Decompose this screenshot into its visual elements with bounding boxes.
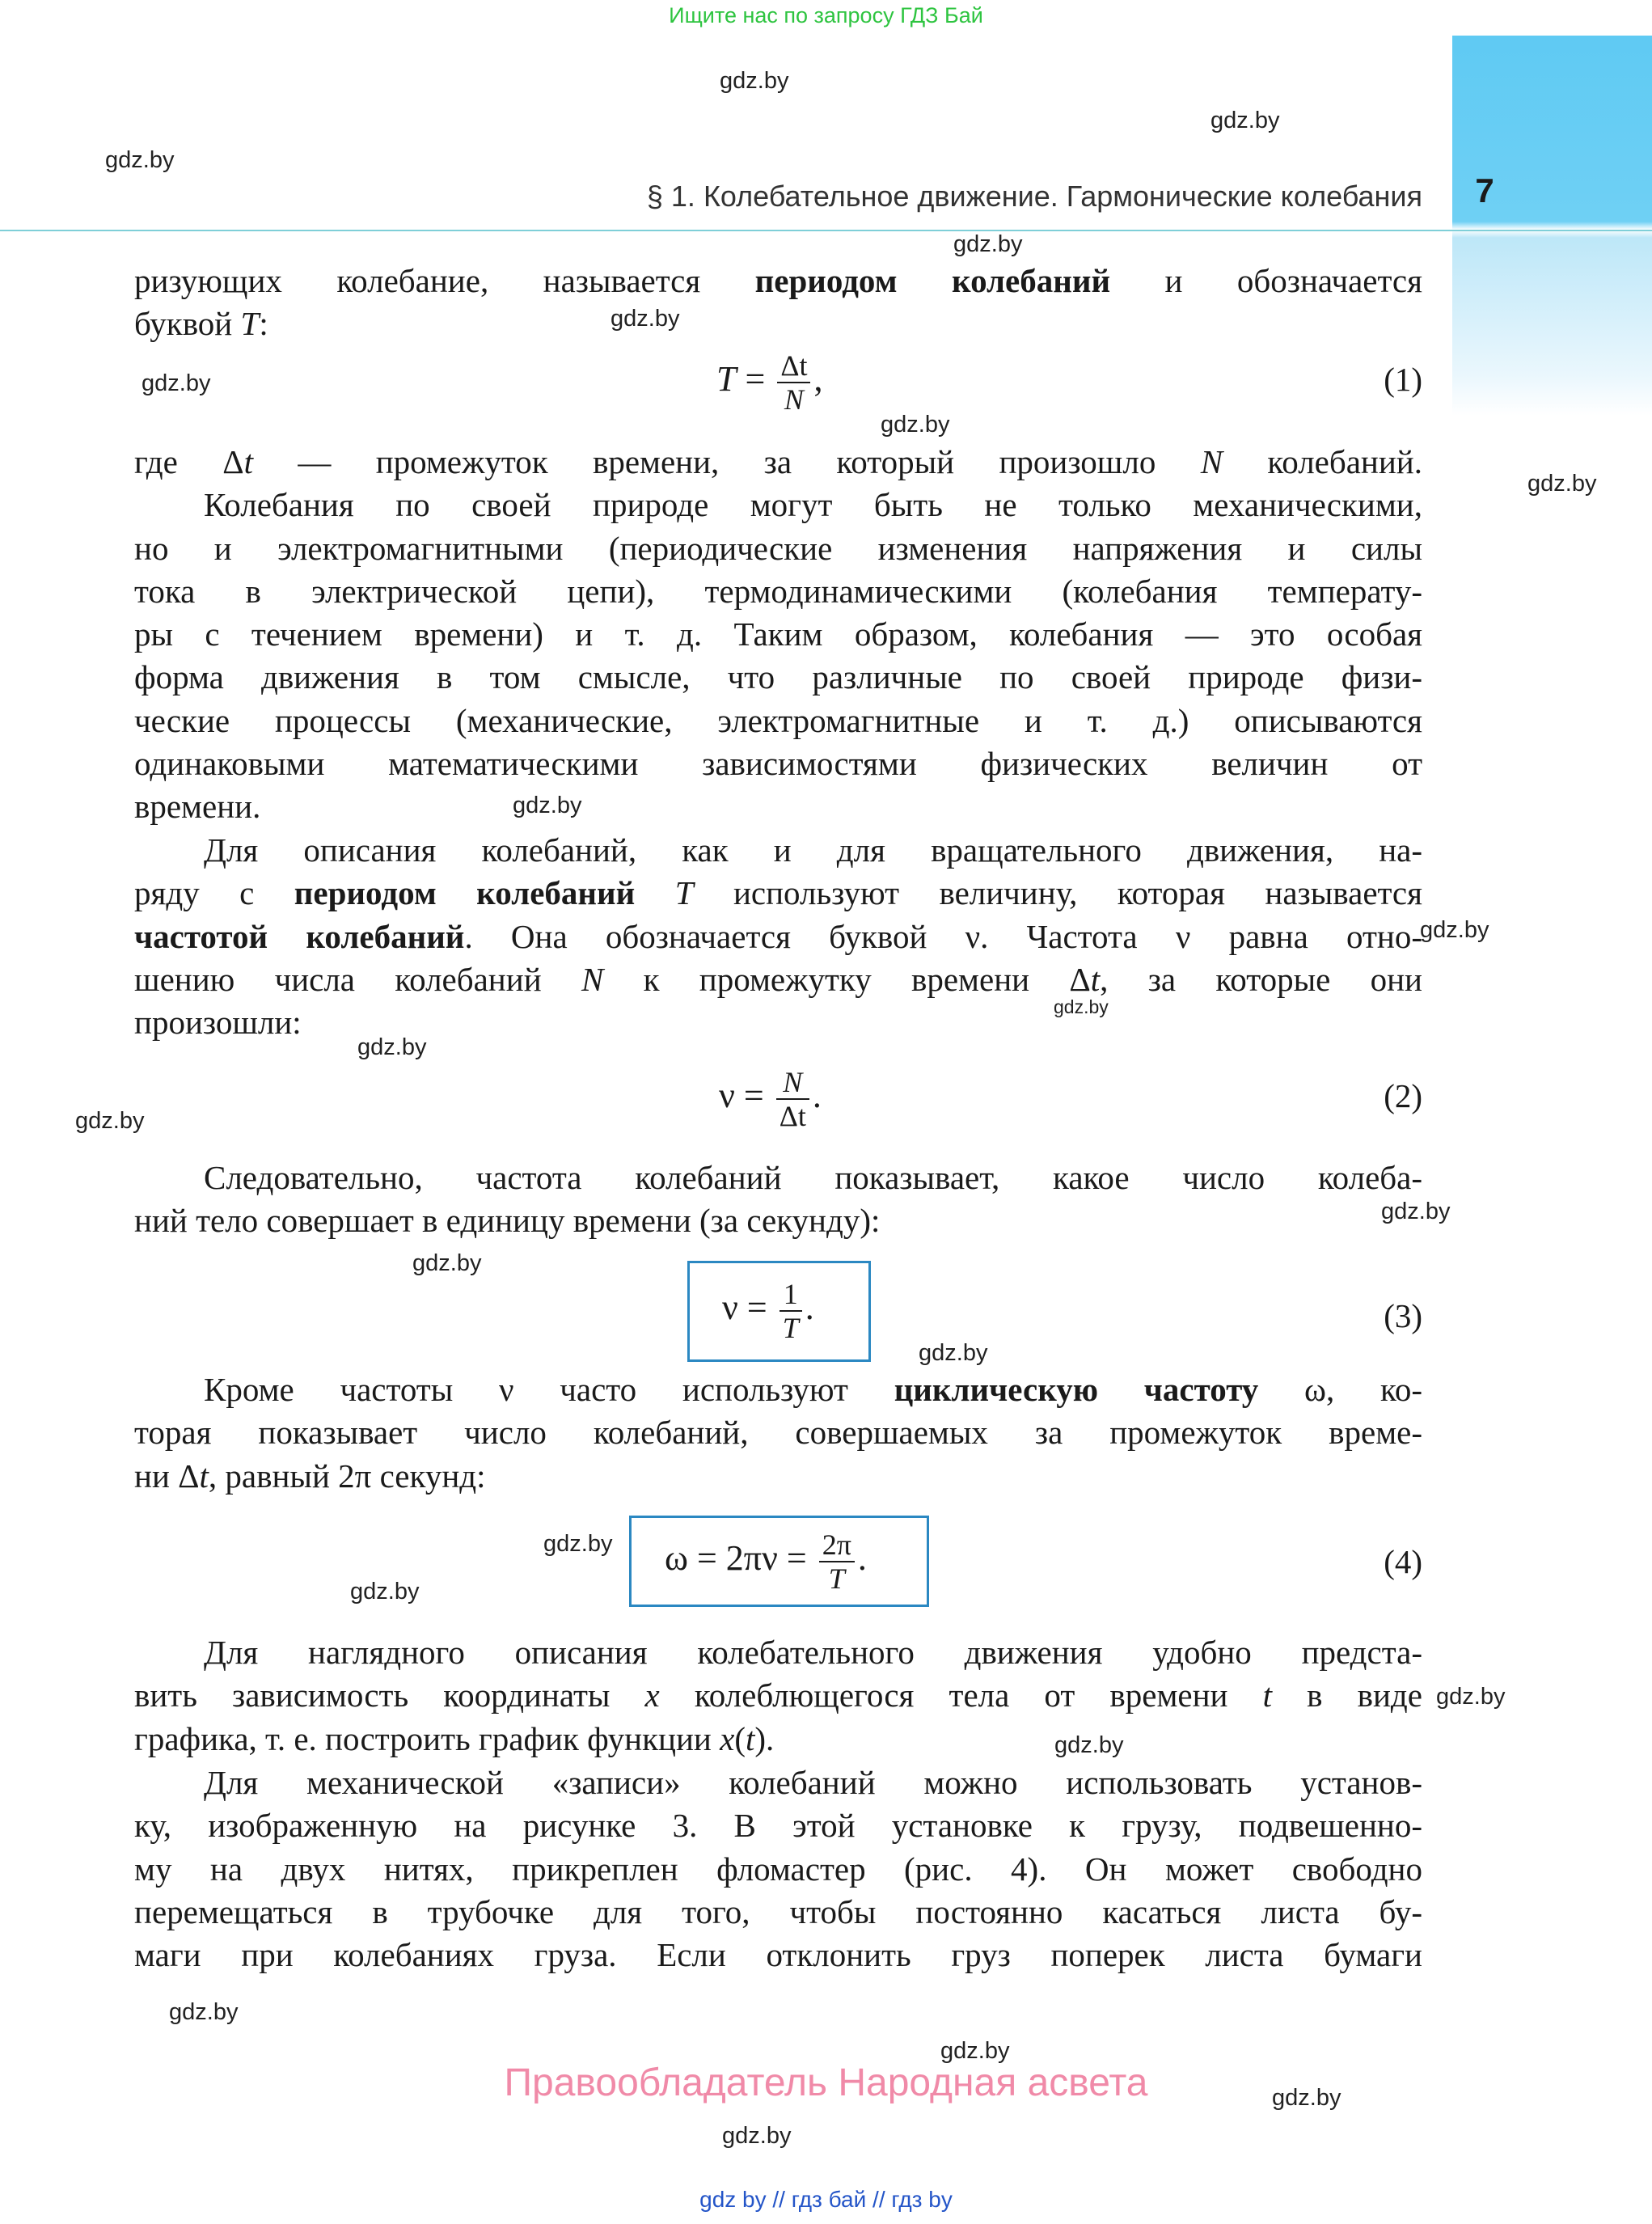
term-period-2: периодом колебаний	[294, 874, 636, 912]
watermark: gdz.by	[169, 1999, 239, 2025]
term-frequency: частотой колебаний	[134, 917, 465, 955]
formula-period: T = $\frac{\Delta t}{N}$ ,	[716, 349, 823, 416]
watermark: gdz.by	[1054, 996, 1109, 1017]
watermark: gdz.by	[720, 68, 789, 94]
page-number: 7	[1475, 171, 1494, 209]
running-title: § 1. Колебательное движение. Гармонические колебания	[646, 180, 1422, 213]
paragraph-recording-setup: Для механической «записи» колебаний можно использовать установ- ку, изображенную на рисунке 3. В этой установке к грузу, подвешенно- му на двух нитях, прикреплен фломастер (рис. 4). Он может свободно перемещаться в трубочке для того, чтобы постоянно касаться листа бу- маги при колебаниях груза. Если отклонить груз поперек листа бумаги	[134, 1764, 1422, 1974]
watermark: gdz.by	[1054, 1732, 1124, 1758]
watermark: gdz.by	[953, 231, 1023, 257]
page-corner-tab	[1452, 36, 1652, 416]
watermark: gdz.by	[919, 1340, 988, 1366]
watermark: gdz.by	[357, 1034, 427, 1060]
formula-frequency-period: ν = $\frac{1}{T}$ .	[722, 1278, 814, 1344]
watermark: gdz.by	[513, 793, 582, 818]
watermark: gdz.by	[611, 306, 680, 332]
watermark: gdz.by	[940, 2038, 1010, 2064]
term-period: периодом колебаний	[754, 262, 1111, 299]
copyright-holder: Правообладатель Народная асвета	[504, 2061, 1148, 2104]
footer-links[interactable]: gdz by // гдз бай // гдз by	[699, 2187, 953, 2212]
paragraph-period-intro: ризующих колебание, называется периодом колебаний и обозначается буквой T:	[134, 262, 1422, 343]
watermark: gdz.by	[142, 370, 211, 396]
term-cyclic-frequency: циклическую частоту	[894, 1371, 1259, 1408]
watermark: gdz.by	[1272, 2085, 1341, 2111]
formula-cyclic-frequency: ω = 2πν = $\frac{2\pi}{T}$ .	[665, 1528, 867, 1595]
header-rule	[0, 230, 1652, 231]
equation-number-3: (3)	[1384, 1297, 1422, 1334]
paragraph-frequency: Для описания колебаний, как и для вращательного движения, на- ряду с периодом колебаний T используют величину, которая называется частотой колебаний. Она обозначается буквой ν. Частота ν равна отно- шению числа колебаний N к промежутку времени Δt, за которые они произошли:	[134, 831, 1422, 1042]
watermark: gdz.by	[722, 2123, 792, 2149]
watermark: gdz.by	[75, 1108, 145, 1134]
watermark: gdz.by	[1527, 471, 1597, 497]
formula-frequency: ν = $\frac{N}{\Delta t}$ .	[719, 1066, 822, 1132]
paragraph-cyclic-frequency: Кроме частоты ν часто используют циклическую частоту ω, ко- торая показывает число колебаний, совершаемых за промежуток време- ни Δt, равный 2π секунд:	[134, 1371, 1422, 1495]
paragraph-graph: Для наглядного описания колебательного движения удобно предста- вить зависимость координаты x колеблющегося тела от времени t в виде графика, т. е. построить график функции x(t).	[134, 1634, 1422, 1757]
watermark: gdz.by	[1436, 1684, 1506, 1710]
paragraph-oscillation-nature: где Δt — промежуток времени, за который произошло N колебаний. Колебания по своей природе могут быть не только механическими, но и электромагнитными (периодические изменения напряжения и силы тока в электрической цепи), термодинамическими (колебания температу- ры с течением времени) и т. д. Таким образом, колебания — это особая форма движения в том смысле, что различные по своей природе физи- ческие процессы (механические, электромагнитные и т. д.) описываются одинаковыми математическими зависимостями физических величин от времени.	[134, 443, 1422, 826]
watermark: gdz.by	[412, 1250, 482, 1276]
equation-number-1: (1)	[1384, 361, 1422, 398]
watermark: gdz.by	[543, 1531, 613, 1557]
paragraph-frequency-meaning: Следовательно, частота колебаний показывает, какое число колеба- ний тело совершает в единицу времени (за секунду):	[134, 1159, 1422, 1240]
equation-number-4: (4)	[1384, 1543, 1422, 1580]
watermark: gdz.by	[1420, 917, 1489, 943]
equation-number-2: (2)	[1384, 1077, 1422, 1114]
watermark: gdz.by	[881, 412, 950, 438]
top-banner[interactable]: Ищите нас по запросу ГДЗ Бай	[669, 3, 983, 27]
watermark: gdz.by	[1210, 108, 1280, 133]
watermark: gdz.by	[350, 1579, 420, 1605]
watermark: gdz.by	[1381, 1199, 1451, 1224]
watermark: gdz.by	[105, 147, 175, 173]
